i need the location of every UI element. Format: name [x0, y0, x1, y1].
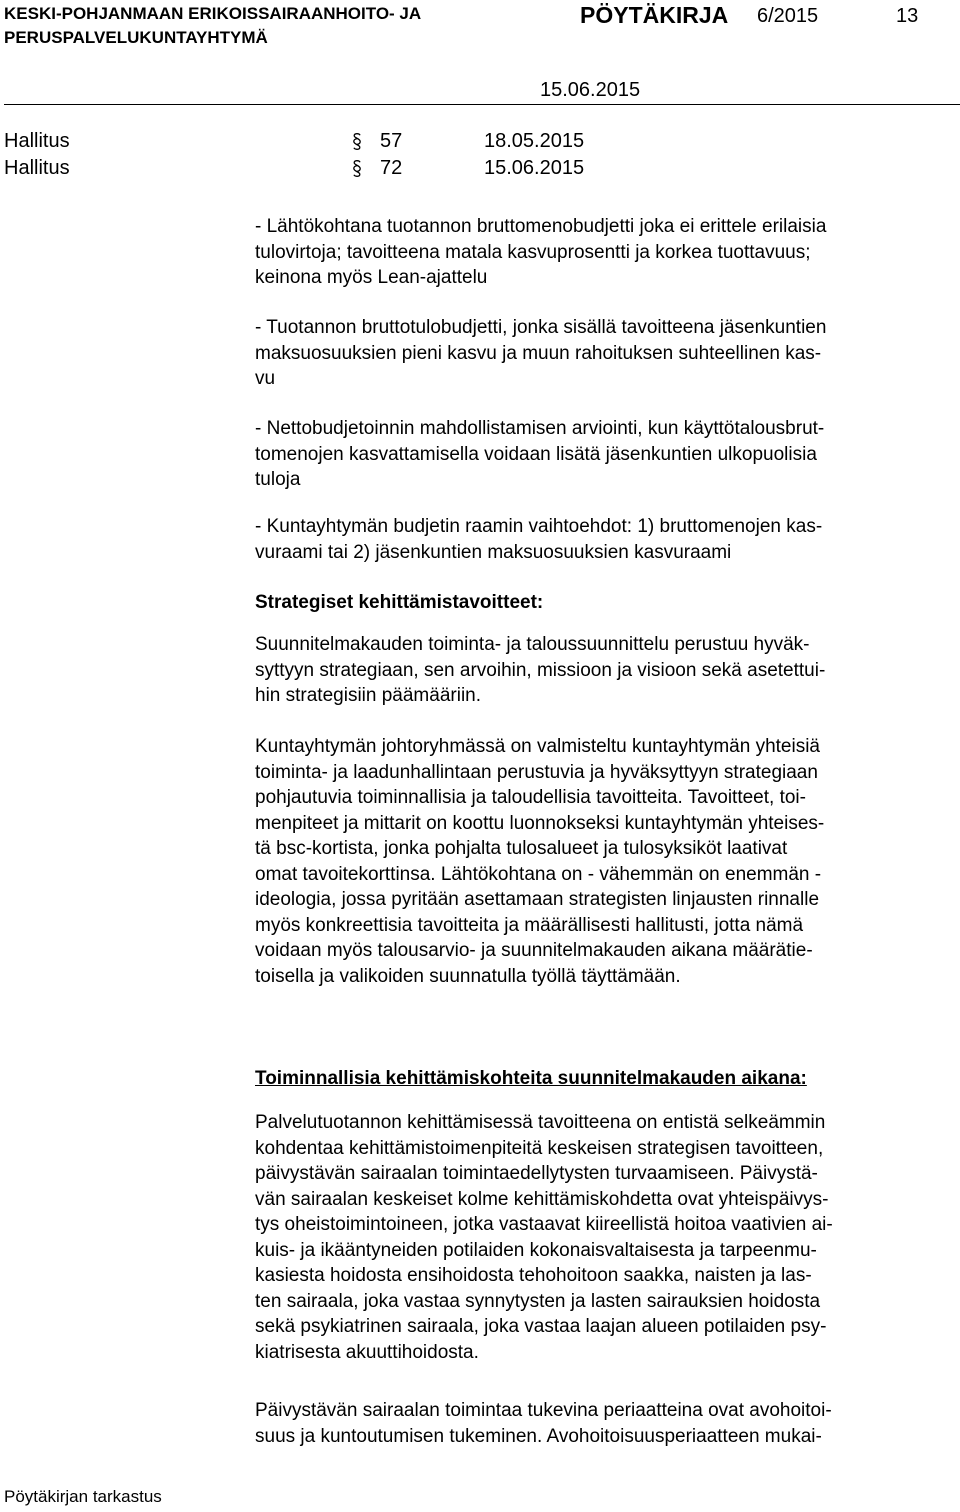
text-line: - Nettobudjetoinnin mahdollistamisen arviointi, kun käyttötalousbrut-	[255, 418, 825, 439]
paragraph-net-budgeting	[255, 416, 955, 493]
text-line: kiatrisesta akuuttihoidosta.	[255, 1341, 479, 1363]
paragraph-emergency-hospital	[255, 1110, 955, 1365]
text-line: sekä psykiatrinen sairaala, joka vastaa laajan alueen potilaiden psy-	[255, 1316, 827, 1337]
text-line: suus ja kuntoutumisen tukeminen. Avohoitoisuusperiaatteen mukai-	[255, 1425, 822, 1447]
section-sign-icon	[352, 159, 362, 178]
reference-date: 18.05.2015	[484, 130, 585, 152]
reference-number: 72	[380, 157, 403, 179]
text-line: tomenojen kasvattamisella voidaan lisätä jäsenkuntien ulkopuolisia	[255, 443, 817, 465]
text-line: maksuosuuksien pieni kasvu ja muun rahoituksen suhteellinen kas-	[255, 342, 822, 364]
heading-text: Strategiset kehittämistavoitteet:	[255, 592, 544, 613]
document-type: PÖYTÄKIRJA	[580, 2, 729, 28]
paragraph-strategy-basis	[255, 632, 955, 709]
text-line: Palvelutuotannon kehittämisessä tavoitteena on entistä selkeämmin	[255, 1112, 826, 1133]
text-line: myös konkreettisia tavoitteita ja määrällisesti hallitusti, jotta nämä	[255, 914, 804, 936]
text-line: ideologia, jossa pyritään asettamaan strategisten linjausten rinnalle	[255, 889, 820, 910]
section-heading-development	[255, 1066, 955, 1092]
text-line: hin strategisiin päämääriin.	[255, 685, 482, 706]
reference-row	[4, 128, 704, 154]
reference-row	[4, 155, 704, 181]
text-line: tys oheistoimintoineen, jotka vastaavat kiireellistä hoitoa vaativien ai-	[255, 1214, 833, 1235]
text-line: - Tuotannon bruttotulobudjetti, jonka sisällä tavoitteena jäsenkuntien	[255, 317, 827, 338]
meeting-date: 15.06.2015	[540, 79, 641, 101]
text-line: tulovirtoja; tavoitteena matala kasvuprosentti ja korkea tuottavuus;	[255, 241, 811, 263]
text-line: Päivystävän sairaalan toimintaa tukevina periaatteina ovat avohoitoi-	[255, 1400, 832, 1421]
reference-date: 15.06.2015	[484, 157, 585, 179]
footer-label: Pöytäkirjan tarkastus	[4, 1487, 162, 1506]
text-line: - Kuntayhtymän budjetin raamin vaihtoehdot: 1) bruttomenojen kas-	[255, 516, 823, 537]
text-line: pohjautuvia toiminnallisia ja taloudellisia tavoitteita. Tavoitteet, toi-	[255, 787, 806, 808]
heading-text: Toiminnallisia kehittämiskohteita suunnitelmakauden aikana:	[255, 1068, 807, 1089]
text-line: vuraami tai 2) jäsenkuntien maksuosuuksien kasvuraami	[255, 541, 732, 563]
text-line: Kuntayhtymän johtoryhmässä on valmisteltu kuntayhtymän yhteisiä	[255, 736, 820, 757]
text-line: omat tavoitekorttinsa. Lähtökohtana on - vähemmän on enemmän -	[255, 863, 822, 885]
text-line: keinona myös Lean-ajattelu	[255, 267, 488, 288]
text-line: tä bsc-kortista, jonka pohjalta tulosalueet ja tulosyksiköt laativat	[255, 838, 788, 859]
text-line: voidaan myös talousarvio- ja suunnitelmakauden aikana määrätie-	[255, 940, 813, 961]
text-line: vän sairaalan keskeiset kolme kehittämiskohdetta ovat yhteispäivys-	[255, 1188, 829, 1210]
text-line: kasiesta hoidosta ensihoidosta tehohoitoon saakka, naisten ja las-	[255, 1265, 812, 1286]
text-line: menpiteet ja mittarit on koottu luonnokseksi kuntayhtymän yhteises-	[255, 812, 825, 834]
reference-body: Hallitus	[4, 130, 70, 152]
text-line: tuloja	[255, 469, 301, 490]
organization-name-line1: KESKI-POHJANMAAN ERIKOISSAIRAANHOITO- JA	[4, 4, 422, 23]
text-line: kuis- ja ikääntyneiden potilaiden kokonaisvaltaisesta ja tarpeenmu-	[255, 1239, 817, 1261]
paragraph-gross-expenditure	[255, 214, 955, 291]
text-line: kohdentaa kehittämistoimenpiteitä keskeisen strategisen tavoitteen,	[255, 1137, 824, 1159]
text-line: - Lähtökohtana tuotannon bruttomenobudjetti joka ei erittele erilaisia	[255, 216, 827, 237]
text-line: vu	[255, 368, 276, 389]
text-line: päivystävän sairaalan toimintaedellytysten turvaamiseen. Päivystä-	[255, 1163, 818, 1184]
text-line: Suunnitelmakauden toiminta- ja taloussuunnittelu perustuu hyväk-	[255, 634, 810, 655]
paragraph-outpatient-principles	[255, 1398, 955, 1449]
paragraph-management-group	[255, 734, 955, 989]
header-divider	[4, 104, 960, 105]
organization-name-line2: PERUSPALVELUKUNTAYHTYMÄ	[4, 28, 268, 47]
paragraph-budget-frame	[255, 514, 955, 565]
page-number: 13	[896, 5, 919, 27]
text-line: ten sairaala, joka vastaa synnytysten ja lasten sairauksien hoidosta	[255, 1290, 821, 1312]
paragraph-gross-income	[255, 315, 955, 392]
text-line: toisella ja valikoiden suunnatulla työllä täyttämään.	[255, 965, 681, 987]
document-number: 6/2015	[757, 5, 819, 27]
text-line: syttyyn strategiaan, sen arvoihin, missioon ja visioon sekä asetettui-	[255, 659, 826, 681]
text-line: toiminta- ja laadunhallintaan perustuvia ja hyväksyttyyn strategiaan	[255, 761, 818, 783]
section-sign-icon	[352, 132, 362, 151]
reference-body: Hallitus	[4, 157, 70, 179]
reference-number: 57	[380, 130, 403, 152]
section-heading-strategic	[255, 590, 955, 616]
